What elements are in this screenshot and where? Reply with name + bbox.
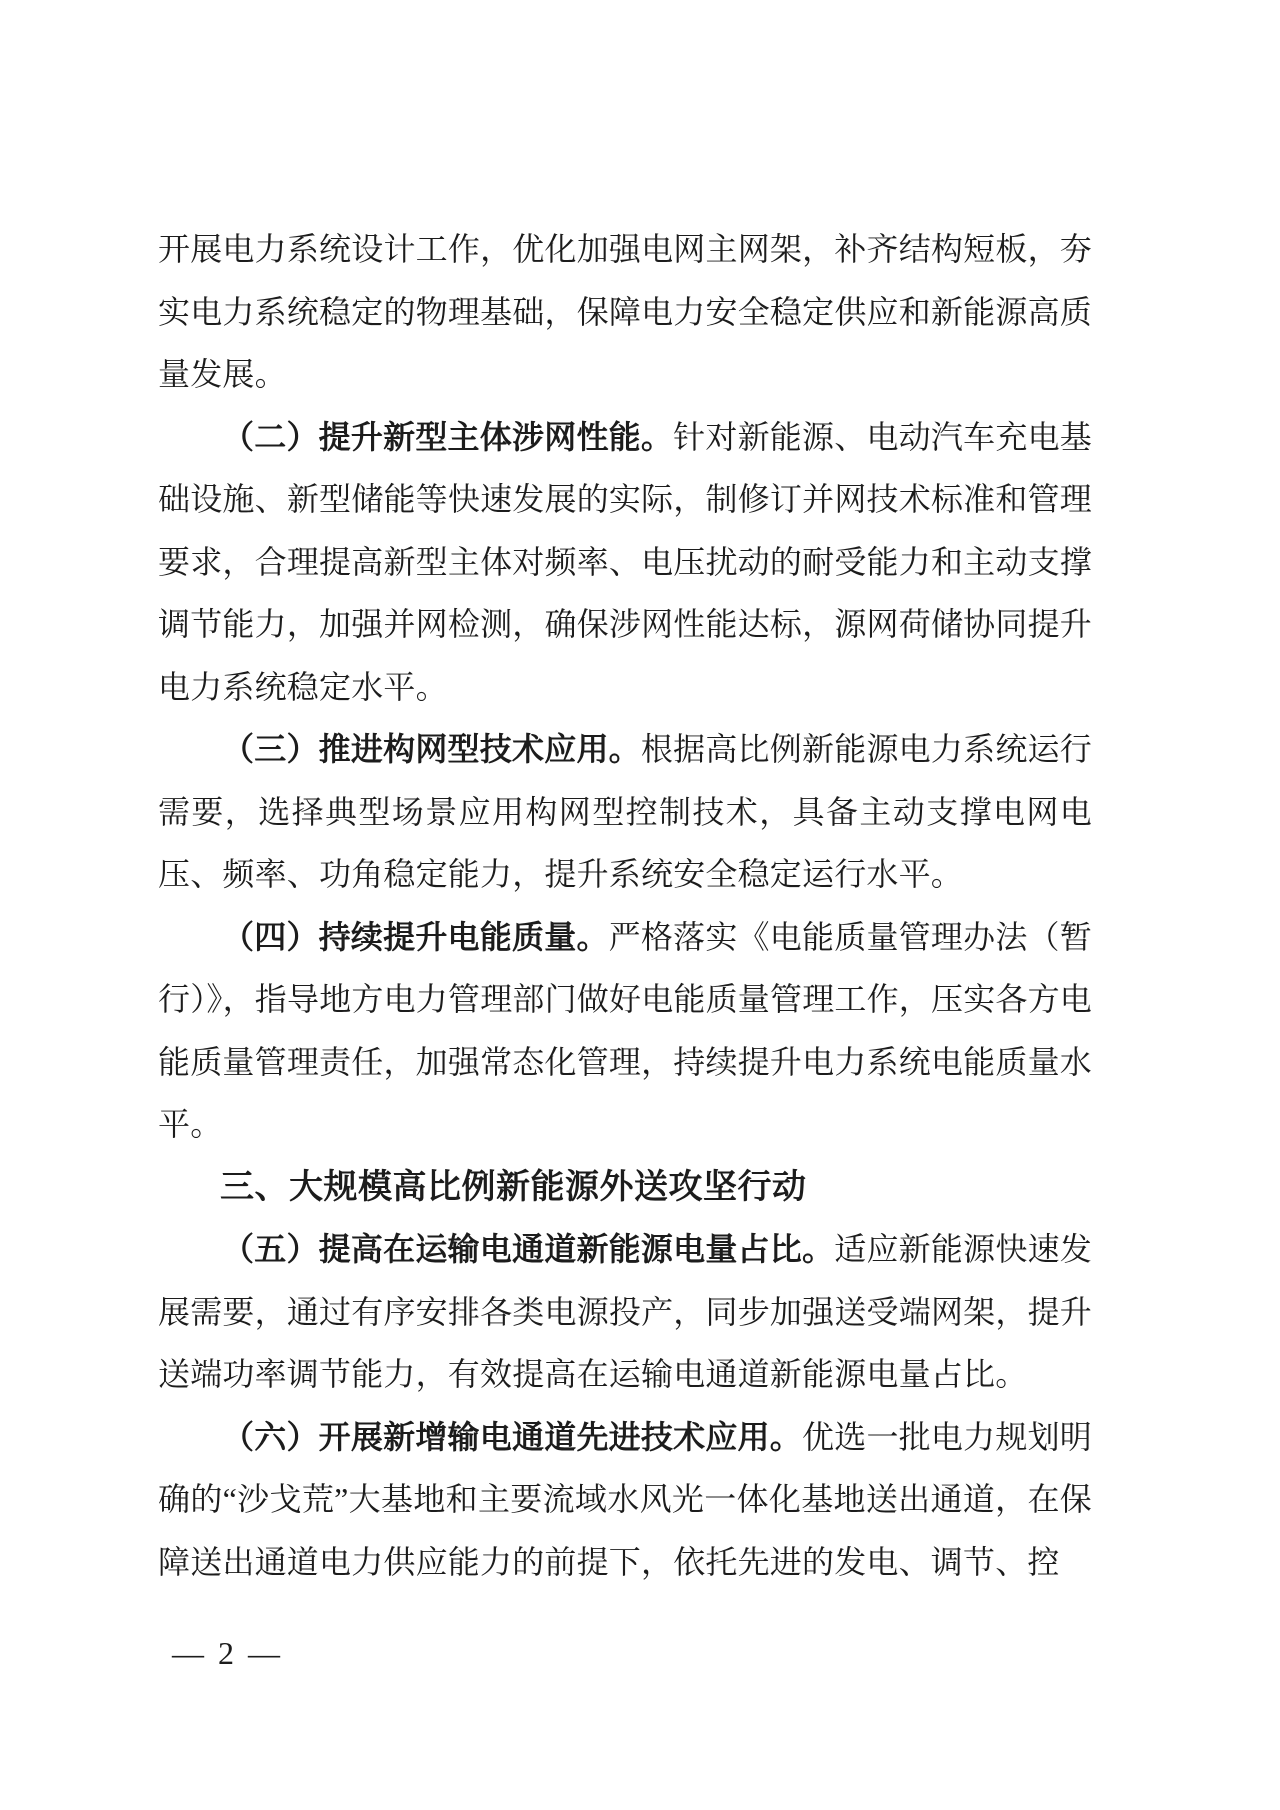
paragraph-text: 适应新能源快速发展需要，通过有序安排各类电源投产，同步加强送受端网架，提升送端功率调节能力，有效提高在运输电通道新能源电量占比。 (158, 1231, 1092, 1392)
paragraph-item-5 (158, 1218, 1092, 1406)
paragraph-text: 严格落实《电能质量管理办法（暂行）》，指导地方电力管理部门做好电能质量管理工作，压实各方电能质量管理责任，加强常态化管理，持续提升电力系统电能质量水平。 (158, 918, 1093, 1142)
section-heading: 三、大规模高比例新能源外送攻坚行动 (220, 1167, 807, 1206)
paragraph-text: 开展电力系统设计工作，优化加强电网主网架，补齐结构短板，夯实电力系统稳定的物理基础，保障电力安全稳定供应和新能源高质量发展。 (158, 231, 1092, 392)
paragraph-lead: （五）提高在运输电通道新能源电量占比。 (222, 1231, 835, 1267)
paragraph-item-6 (158, 1406, 1092, 1594)
page-number: — 2 — (172, 1635, 283, 1671)
paragraph-item-3 (158, 718, 1092, 906)
paragraph-text: 针对新能源、电动汽车充电基础设施、新型储能等快速发展的实际，制修订并网技术标准和管理要求，合理提高新型主体对频率、电压扰动的耐受能力和主动支撑调节能力，加强并网检测，确保涉网性能达标，源网荷储协同提升电力系统稳定水平。 (158, 418, 1092, 705)
paragraph-lead: （四）持续提升电能质量。 (222, 918, 609, 955)
paragraph-item-2 (158, 406, 1092, 719)
paragraph-text: 根据高比例新能源电力系统运行需要，选择典型场景应用构网型控制技术，具备主动支撑电网电压、频率、功角稳定能力，提升系统安全稳定运行水平。 (158, 731, 1092, 892)
document-text-block (158, 218, 1092, 1593)
paragraph-item-4 (158, 906, 1092, 1156)
paragraph-lead: （三）推进构网型技术应用。 (222, 731, 641, 767)
paragraph-text: 优选一批电力规划明确的“沙戈荒”大基地和主要流域水风光一体化基地送出通道，在保障送出通道电力供应能力的前提下，依托先进的发电、调节、控 (158, 1418, 1092, 1580)
paragraph-lead: （六）开展新增输电通道先进技术应用。 (222, 1418, 803, 1455)
paragraph-continuation (158, 218, 1092, 406)
paragraph-lead: （二）提升新型主体涉网性能。 (222, 418, 674, 455)
